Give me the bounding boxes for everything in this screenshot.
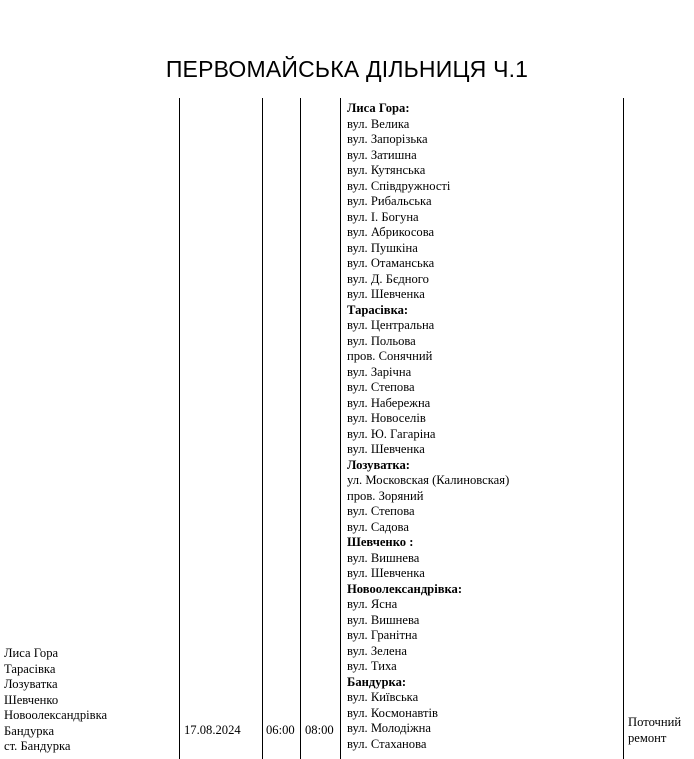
street-item: вул. Молодіжна [347, 721, 432, 735]
street-item: вул. Степова [347, 504, 415, 518]
village-list [4, 646, 179, 755]
street-item: вул. Тиха [347, 659, 397, 673]
street-item: вул. Вишнева [347, 550, 420, 565]
table-divider [179, 98, 180, 759]
street-item: вул. Польова [347, 333, 416, 348]
village-item: Новоолександрівка [4, 708, 108, 722]
street-item: вул. Новоселів [347, 411, 426, 425]
table-divider [262, 98, 263, 759]
settlement-header: Тарасівка: [347, 302, 409, 317]
settlement-header: Бандурка: [347, 674, 407, 689]
street-item: вул. Кутянська [347, 163, 426, 177]
street-item: вул. Рибальська [347, 194, 432, 208]
street-item: вул. Степова [347, 380, 415, 394]
street-item: вул. Пушкіна [347, 240, 418, 255]
street-item: вул. Ю. Гагаріна [347, 426, 436, 441]
table-divider [623, 98, 624, 759]
village-item: Тарасівка [4, 661, 56, 676]
street-item: вул. Співдружності [347, 178, 451, 193]
table-divider [300, 98, 301, 759]
work-type: Поточний ремонт [628, 715, 682, 745]
end-time: 08:00 [305, 723, 334, 737]
street-item: вул. Затишна [347, 147, 417, 162]
street-item: вул. Гранітна [347, 628, 418, 642]
street-item: вул. Зелена [347, 643, 407, 658]
street-item: ул. Московская (Калиновская) [347, 473, 510, 487]
street-item: вул. Велика [347, 116, 410, 131]
settlement-header: Лозуватка: [347, 457, 410, 472]
street-item: вул. Зарічна [347, 364, 412, 379]
village-item: Лиса Гора [4, 646, 59, 660]
settlement-header: Лиса Гора: [347, 101, 410, 115]
street-item: вул. Київська [347, 690, 419, 704]
page-title: ПЕРВОМАЙСЬКА ДІЛЬНИЦЯ Ч.1 [165, 56, 529, 82]
street-item: вул. Центральна [347, 318, 435, 332]
settlement-header: Шевченко : [347, 535, 414, 549]
street-item: вул. Д. Бєдного [347, 271, 429, 286]
street-list [347, 101, 623, 752]
street-item: вул. Космонавтів [347, 705, 438, 720]
settlement-header: Новоолександрівка: [347, 581, 463, 596]
street-item: вул. Шевченка [347, 287, 425, 301]
street-item: вул. Садова [347, 519, 409, 534]
table-divider [340, 98, 341, 759]
street-item: вул. Абрикосова [347, 225, 435, 239]
outage-date: 17.08.2024 [184, 723, 241, 737]
street-item: вул. Набережна [347, 395, 431, 410]
street-item: вул. І. Богуна [347, 209, 419, 224]
street-item: пров. Сонячний [347, 349, 433, 363]
street-item: вул. Вишнева [347, 612, 420, 627]
street-item: вул. Шевченка [347, 442, 425, 456]
street-item: вул. Стаханова [347, 736, 427, 751]
village-item: Бандурка [4, 723, 55, 738]
village-item: ст. Бандурка [4, 739, 71, 753]
street-item: пров. Зоряний [347, 488, 424, 503]
village-item: Шевченко [4, 692, 59, 707]
street-item: вул. Запорізька [347, 132, 428, 146]
street-item: вул. Шевченка [347, 566, 425, 580]
village-item: Лозуватка [4, 677, 58, 691]
start-time: 06:00 [266, 723, 295, 737]
street-item: вул. Ясна [347, 597, 398, 611]
street-item: вул. Отаманська [347, 256, 435, 270]
